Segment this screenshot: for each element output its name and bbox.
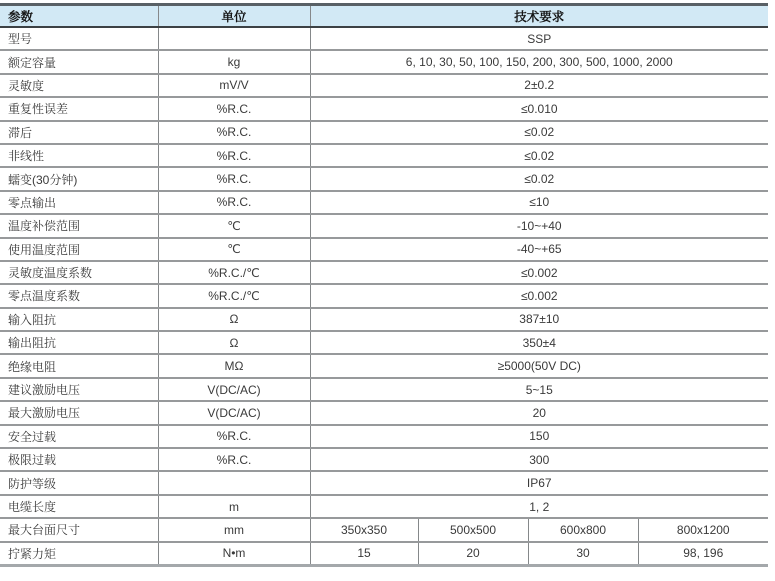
unit-cell: V(DC/AC) — [158, 378, 310, 401]
value-cell: IP67 — [310, 471, 768, 494]
table-row — [0, 167, 768, 190]
unit-cell: MΩ — [158, 354, 310, 377]
table-row — [0, 308, 768, 331]
table-row — [0, 50, 768, 73]
table-row — [0, 74, 768, 97]
param-cell: 绝缘电阻 — [0, 354, 158, 377]
column-header-param: 参数 — [0, 5, 158, 28]
table-row — [0, 97, 768, 120]
unit-cell: %R.C. — [158, 191, 310, 214]
value-cell: 5~15 — [310, 378, 768, 401]
table-row — [0, 261, 768, 284]
value-cell: 800x1200 — [638, 518, 768, 541]
table-row — [0, 144, 768, 167]
param-cell: 最大台面尺寸 — [0, 518, 158, 541]
param-cell: 拧紧力矩 — [0, 542, 158, 566]
param-cell: 零点输出 — [0, 191, 158, 214]
spec-table-body — [0, 27, 768, 565]
value-cell: 30 — [528, 542, 638, 566]
table-row — [0, 425, 768, 448]
value-cell: 387±10 — [310, 308, 768, 331]
unit-cell: mm — [158, 518, 310, 541]
param-cell: 温度补偿范围 — [0, 214, 158, 237]
unit-cell: Ω — [158, 308, 310, 331]
param-cell: 电缆长度 — [0, 495, 158, 518]
param-cell: 蠕变(30分钟) — [0, 167, 158, 190]
param-cell: 非线性 — [0, 144, 158, 167]
value-cell: ≤0.02 — [310, 144, 768, 167]
value-cell: 1, 2 — [310, 495, 768, 518]
table-row — [0, 191, 768, 214]
value-cell: 350±4 — [310, 331, 768, 354]
value-cell: ≤0.02 — [310, 167, 768, 190]
value-cell: 150 — [310, 425, 768, 448]
unit-cell — [158, 27, 310, 50]
value-cell: 350x350 — [310, 518, 418, 541]
unit-cell: %R.C. — [158, 425, 310, 448]
table-row — [0, 27, 768, 50]
table-row — [0, 214, 768, 237]
unit-cell: %R.C./℃ — [158, 261, 310, 284]
value-cell: ≤0.002 — [310, 261, 768, 284]
value-cell: 2±0.2 — [310, 74, 768, 97]
value-cell: 300 — [310, 448, 768, 471]
param-cell: 重复性误差 — [0, 97, 158, 120]
unit-cell — [158, 471, 310, 494]
param-cell: 极限过载 — [0, 448, 158, 471]
unit-cell: ℃ — [158, 214, 310, 237]
value-cell: 6, 10, 30, 50, 100, 150, 200, 300, 500, 1000, 2000 — [310, 50, 768, 73]
table-row — [0, 354, 768, 377]
header-row — [0, 5, 768, 28]
table-row — [0, 401, 768, 424]
table-row — [0, 518, 768, 541]
value-cell: ≤0.02 — [310, 121, 768, 144]
value-cell: -40~+65 — [310, 238, 768, 261]
unit-cell: %R.C. — [158, 121, 310, 144]
param-cell: 滞后 — [0, 121, 158, 144]
value-cell: ≤0.002 — [310, 284, 768, 307]
unit-cell: Ω — [158, 331, 310, 354]
table-row — [0, 378, 768, 401]
value-cell: ≥5000(50V DC) — [310, 354, 768, 377]
param-cell: 最大激励电压 — [0, 401, 158, 424]
table-row — [0, 284, 768, 307]
value-cell: SSP — [310, 27, 768, 50]
param-cell: 额定容量 — [0, 50, 158, 73]
value-cell: ≤10 — [310, 191, 768, 214]
value-cell: -10~+40 — [310, 214, 768, 237]
param-cell: 建议激励电压 — [0, 378, 158, 401]
value-cell: 500x500 — [418, 518, 528, 541]
param-cell: 使用温度范围 — [0, 238, 158, 261]
table-row — [0, 495, 768, 518]
param-cell: 灵敏度 — [0, 74, 158, 97]
spec-table-header — [0, 5, 768, 28]
value-cell: 98, 196 — [638, 542, 768, 566]
spec-table — [0, 3, 768, 567]
unit-cell: ℃ — [158, 238, 310, 261]
value-cell: ≤0.010 — [310, 97, 768, 120]
param-cell: 型号 — [0, 27, 158, 50]
value-cell: 15 — [310, 542, 418, 566]
table-row — [0, 121, 768, 144]
table-row — [0, 331, 768, 354]
value-cell: 20 — [310, 401, 768, 424]
unit-cell: mV/V — [158, 74, 310, 97]
unit-cell: %R.C. — [158, 97, 310, 120]
param-cell: 防护等级 — [0, 471, 158, 494]
table-row — [0, 238, 768, 261]
value-cell: 20 — [418, 542, 528, 566]
param-cell: 零点温度系数 — [0, 284, 158, 307]
table-row — [0, 471, 768, 494]
unit-cell: %R.C. — [158, 167, 310, 190]
unit-cell: %R.C./℃ — [158, 284, 310, 307]
param-cell: 输入阻抗 — [0, 308, 158, 331]
column-header-value: 技术要求 — [310, 5, 768, 28]
unit-cell: V(DC/AC) — [158, 401, 310, 424]
table-row — [0, 448, 768, 471]
table-row — [0, 542, 768, 566]
param-cell: 输出阻抗 — [0, 331, 158, 354]
column-header-unit: 单位 — [158, 5, 310, 28]
unit-cell: kg — [158, 50, 310, 73]
unit-cell: %R.C. — [158, 448, 310, 471]
value-cell: 600x800 — [528, 518, 638, 541]
param-cell: 灵敏度温度系数 — [0, 261, 158, 284]
unit-cell: N•m — [158, 542, 310, 566]
param-cell: 安全过载 — [0, 425, 158, 448]
unit-cell: m — [158, 495, 310, 518]
unit-cell: %R.C. — [158, 144, 310, 167]
